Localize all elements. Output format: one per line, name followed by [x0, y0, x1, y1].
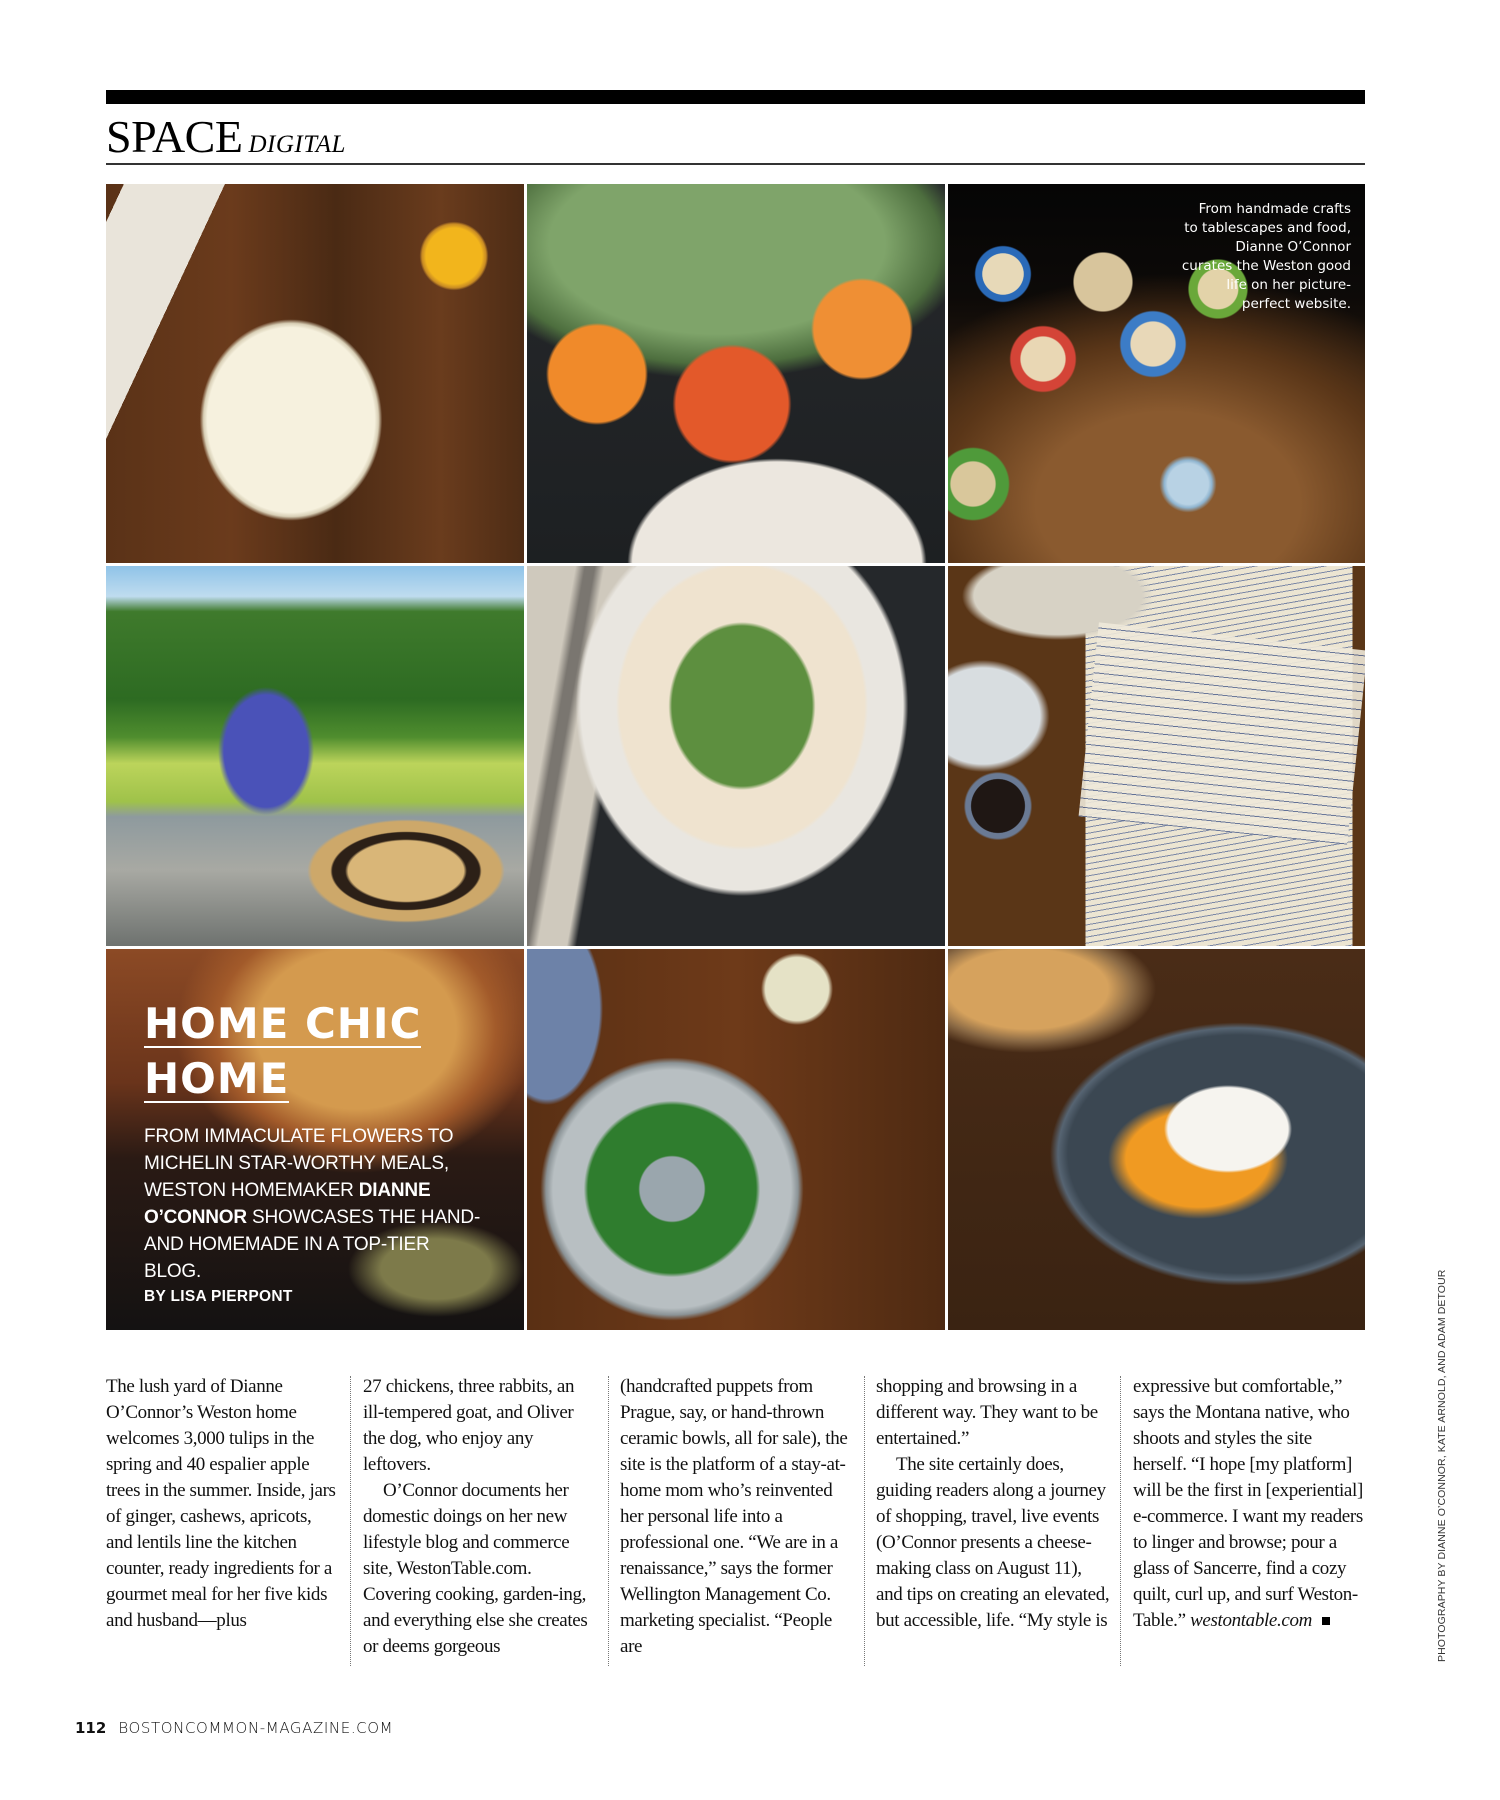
dek-text-after: SHOWCASES THE HAND- AND HOMEMADE IN A TOP-TIER BLOG. — [144, 1207, 481, 1282]
article-dek — [144, 1123, 484, 1309]
byline: BY LISA PIERPONT — [144, 1288, 293, 1305]
section-title — [106, 110, 346, 163]
header-rule-thick — [106, 90, 1365, 104]
footer-site: BOSTONCOMMON-MAGAZINE.COM — [118, 1719, 394, 1737]
page-number: 112 — [75, 1719, 107, 1737]
dek-subject-name: DIANNE O’CONNOR — [144, 1180, 431, 1228]
subsection-name: DIGITAL — [248, 131, 346, 158]
photo-honeycomb — [106, 949, 524, 1330]
column-divider — [608, 1376, 609, 1666]
paragraph: The lush yard of Dianne O’Connor’s Weston home welcomes 3,000 tulips in the spring and 40 espalier apple trees in the summer. Inside, jars of ginger, cashews, apricots, and lentils line the kitchen counter, ready ingredients for a gourmet meal for her five kids and husband—plus — [106, 1376, 336, 1631]
website-link[interactable]: westontable.com — [1190, 1610, 1312, 1631]
paragraph: (handcrafted puppets from Prague, say, or hand-thrown ceramic bowls, all for sale), the site is the platform of a stay-at-home mom who’s reinvented her personal life into a professional one. “We are in a renaissance,” says the former Wellington Management Co. marketing specialist. “People are — [620, 1376, 848, 1657]
page-footer — [75, 1719, 393, 1737]
headline-line-1: HOME CHIC — [144, 999, 422, 1048]
photo-arugula-flatbread — [527, 566, 945, 946]
body-column-4 — [876, 1374, 1112, 1634]
photo-breakfast-table — [106, 184, 524, 563]
paragraph: O’Connor documents her domestic doings on her new lifestyle blog and commerce site, WestonTable.com. Covering cooking, garden-ing, and everything else she creates or deems gorgeous — [363, 1480, 588, 1657]
paragraph: 27 chickens, three rabbits, an ill-tempered goat, and Oliver the dog, who enjoy any leftovers. — [363, 1376, 575, 1475]
photo-meadow-table — [106, 566, 524, 946]
section-name: SPACE — [106, 111, 243, 162]
column-divider — [864, 1376, 865, 1666]
photo-wreath-salad — [527, 949, 945, 1330]
photo-menu-card — [948, 566, 1365, 946]
dek-text-before: FROM IMMACULATE FLOWERS TO MICHELIN STAR-WORTHY MEALS, WESTON HOMEMAKER — [144, 1126, 454, 1201]
end-mark-icon — [1322, 1617, 1330, 1625]
photo-croquet-balls — [948, 184, 1365, 563]
paragraph: shopping and browsing in a different way. They want to be entertained.” — [876, 1376, 1098, 1449]
body-column-3 — [620, 1374, 856, 1660]
photo-peaches-greens — [527, 184, 945, 563]
column-divider — [350, 1376, 351, 1666]
body-column-1 — [106, 1374, 342, 1634]
article-headline — [144, 999, 421, 1109]
paragraph: The site certainly does, guiding readers along a journey of shopping, travel, live events (O’Connor presents a cheese-making class on August 11), and tips on creating an elevated, but accessible, life. “My style is — [876, 1454, 1110, 1631]
column-divider — [1120, 1376, 1121, 1666]
body-column-5 — [1133, 1374, 1369, 1634]
paragraph-text: expressive but comfortable,” says the Montana native, who shoots and styles the site herself. “I hope [my platform] will be the first in [experiential] e-commerce. I want my readers to linger and browse; pour a glass of Sancerre, find a cozy quilt, curl up, and surf Weston-Table.” — [1133, 1376, 1363, 1631]
photo-credit: PHOTOGRAPHY BY DIANNE O’CONNOR, KATE ARNOLD, AND ADAM DETOUR — [1436, 1269, 1448, 1662]
header-rule-thin — [106, 163, 1365, 165]
photo-ricotta-tomatoes — [948, 949, 1365, 1330]
photo-caption: From handmade crafts to tablescapes and food, Dianne O’Connor curates the Weston good life on her picture-perfect website. — [1181, 201, 1351, 312]
article-body — [106, 1374, 1371, 1674]
body-column-2 — [363, 1374, 599, 1660]
photo-grid — [106, 184, 1365, 1330]
headline-line-2: HOME — [144, 1054, 290, 1103]
paragraph — [1133, 1374, 1369, 1634]
